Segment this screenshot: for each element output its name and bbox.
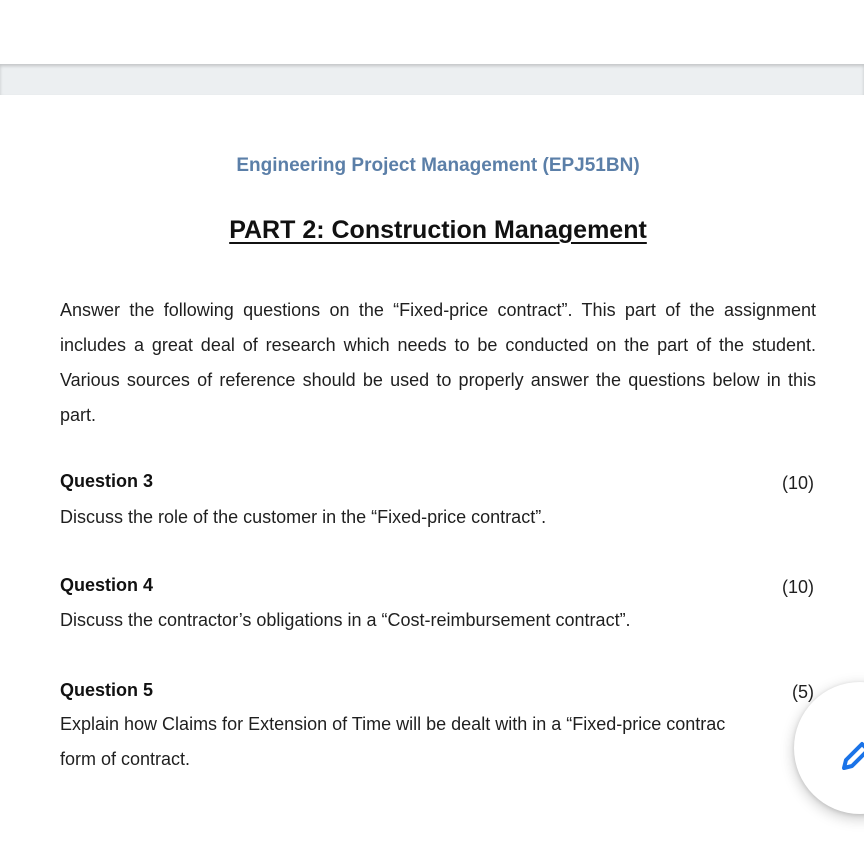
question-5-marks: (5)	[792, 682, 814, 702]
question-4-heading: Question 4	[60, 575, 154, 595]
question-5-text-line-2: form of contract.	[60, 749, 191, 769]
pencil-icon	[838, 738, 864, 774]
intro-paragraph: Answer the following questions on the “Fixed-price contract”. This part of the assignment includes a great deal of research which needs to be conducted on the part of the student. Various sources of reference should be used to properly answer the questions below in this part.	[60, 300, 816, 425]
question-3-marks: (10)	[781, 473, 814, 493]
question-3-text: Discuss the role of the customer in the “Fixed-price contract”.	[60, 507, 547, 527]
part-title: PART 2: Construction Management	[229, 216, 647, 244]
question-4-marks: (10)	[781, 577, 814, 597]
question-3-heading: Question 3	[60, 471, 154, 491]
question-5-text-line-1: Explain how Claims for Extension of Time will be dealt with in a “Fixed-price contrac	[60, 714, 726, 734]
question-4-text: Discuss the contractor’s obligations in a “Cost-reimbursement contract”.	[60, 610, 631, 630]
document-page	[0, 95, 864, 865]
page-separator	[0, 64, 864, 95]
viewer-top-bar	[0, 0, 864, 64]
question-5-text	[60, 707, 808, 777]
course-title: Engineering Project Management (EPJ51BN)	[236, 155, 640, 176]
question-5-heading: Question 5	[60, 680, 154, 700]
